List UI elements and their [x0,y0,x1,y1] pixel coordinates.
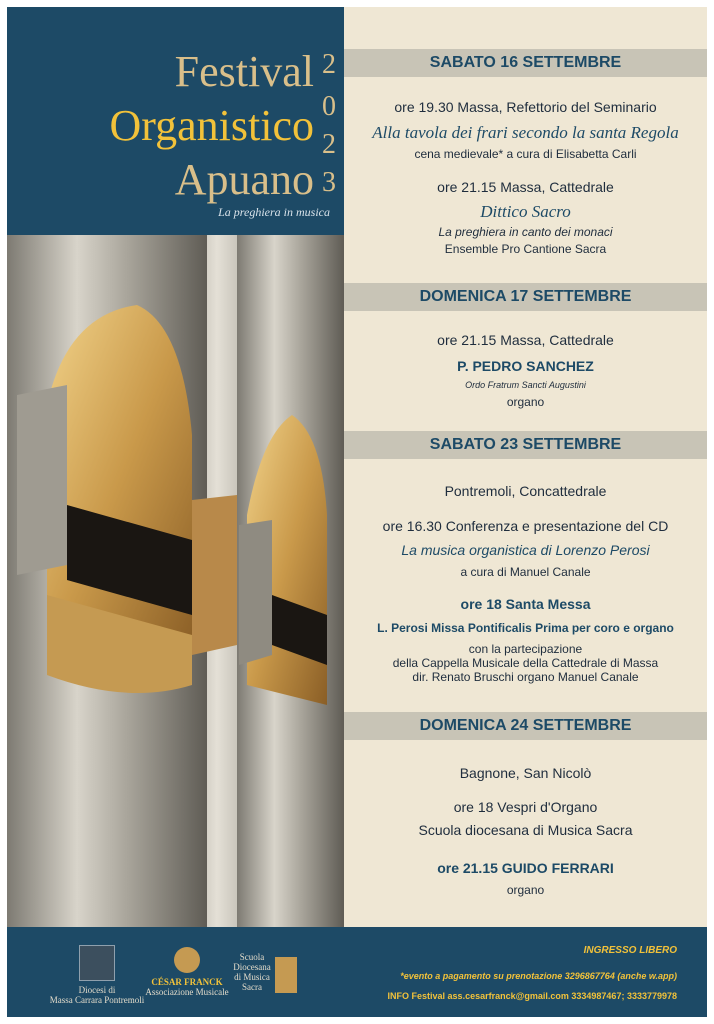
event-line: Ordo Fratrum Sancti Augustini [465,380,586,390]
event-line: ore 18 Vespri d'Organo [453,799,598,815]
scuola-emblem-icon [275,957,297,993]
performer-name: ore 21.15 GUIDO FERRARI [437,860,614,876]
diocesi-crest-icon [79,945,115,981]
event-line: ore 19.30 Massa, Refettorio del Seminario [394,99,657,115]
logo-text: Associazione Musicale [145,987,229,997]
logo-text: Diocesana [233,962,271,972]
year-digit: 3 [322,167,336,198]
event-title: Alla tavola dei frari secondo la santa Regola [372,123,679,142]
ingresso-libero: INGRESSO LIBERO [583,945,677,956]
event-line: organo [506,395,545,409]
footer [7,927,707,1017]
title-panel [7,7,344,235]
poster [7,7,707,1017]
day-heading: SABATO 16 SETTEMBRE [344,49,707,77]
event-line: con la partecipazione [468,642,583,656]
logo-text: di Musica [234,972,270,982]
year-digit: 0 [322,91,336,122]
logo-text: Sacra [242,982,262,992]
portrait-medallion-icon [174,947,200,973]
event-line: cena medievale* a cura di Elisabetta Carli [414,147,637,161]
event-line: ore 18 Santa Messa [460,596,591,612]
event-line: La preghiera in canto dei monaci [438,225,613,239]
event-line: organo [506,883,545,897]
event-line: ore 21.15 Massa, Cattedrale [437,179,614,195]
year-digit: 2 [322,129,336,160]
event-line: della Cappella Musicale della Cattedrale di Massa [392,656,659,670]
event-line: Pontremoli, Concattedrale [444,483,607,499]
logo-text: Massa Carrara Pontremoli [49,995,145,1005]
event-line: ore 21.15 Massa, Cattedrale [437,332,614,348]
logo-text: CÉSAR FRANCK [151,977,223,987]
tagline: La preghiera in musica [218,205,330,219]
cesar-franck-logo [132,947,242,997]
event-line: Ensemble Pro Cantione Sacra [444,242,607,256]
event-line: ore 16.30 Conferenza e presentazione del CD [382,518,669,534]
schedule-column [344,7,707,927]
festival-title-line2: Organistico [109,101,314,150]
year-digit: 2 [322,49,336,80]
event-line: dir. Renato Bruschi organo Manuel Canale [412,670,639,684]
event-title: La musica organistica di Lorenzo Perosi [401,542,650,558]
event-line: Scuola diocesana di Musica Sacra [418,822,633,838]
info-contacts: INFO Festival ass.cesarfranck@gmail.com 3334987467; 3333779978 [387,991,677,1001]
event-line: L. Perosi Missa Pontificalis Prima per coro e organo [377,621,674,635]
day-heading: DOMENICA 24 SETTEMBRE [344,712,707,740]
logo-text: Scuola [239,952,265,962]
prenotazione-note: *evento a pagamento su prenotazione 3296867764 (anche w.app) [400,971,677,981]
organ-pipes-photo [7,235,344,927]
event-line: a cura di Manuel Canale [460,565,591,579]
event-line: Bagnone, San Nicolò [459,765,592,781]
scuola-logo [227,952,277,992]
festival-title-line3: Apuano [174,155,314,204]
day-heading: DOMENICA 17 SETTEMBRE [344,283,707,311]
event-title: Dittico Sacro [480,202,571,221]
festival-title-line1: Festival [174,47,314,96]
logo-text: Diocesi di [78,985,116,995]
performer-name: P. PEDRO SANCHEZ [457,358,594,374]
day-heading: SABATO 23 SETTEMBRE [344,431,707,459]
